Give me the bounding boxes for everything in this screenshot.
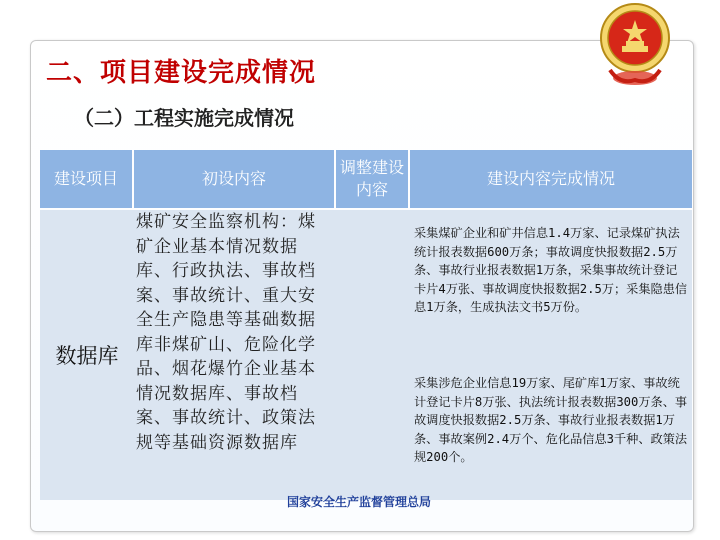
header-adjusted-content: 调整建设内容 — [336, 150, 408, 208]
header-completion: 建设内容完成情况 — [410, 150, 692, 208]
header-project: 建设项目 — [40, 150, 132, 208]
header-initial-content: 初设内容 — [134, 150, 334, 208]
national-emblem-icon — [580, 0, 690, 100]
row-initial-content: 煤矿安全监察机构：煤矿企业基本情况数据库、行政执法、事故档案、事故统计、重大安全生产隐患等基础数据库非煤矿山、危险化学品、烟花爆竹企业基本情况数据库、事故档案、事故统计、政策法规等基础资源数据库 — [136, 212, 316, 453]
row-project-label: 数据库 — [55, 344, 119, 368]
completion-coal-mines: 采集煤矿企业和矿井信息1.4万家、记录煤矿执法统计报表数据600万条；事故调度快报数据2.5万条、事故行业报表数据1万条，采集事故统计登记卡片4万张、事故调度快报数据2.5万；采集隐患信息1万条，生成执法文书5万份。 — [414, 226, 688, 314]
slide-title: 二、项目建设完成情况 — [46, 58, 317, 88]
footer-org: 国家安全生产监督管理总局 — [287, 495, 432, 509]
row-adjusted-content — [336, 210, 408, 500]
slide-subtitle: （二）工程实施完成情况 — [74, 106, 294, 130]
completion-non-coal: 采集涉危企业信息19万家、尾矿库1万家、事故统计登记卡片8万张、执法统计报表数据300万条、事故调度快报数据2.5万条、事故行业报表数据1万条、事故案例2.4万个、危化品信息3千种、政策法规200个。 — [414, 376, 688, 464]
